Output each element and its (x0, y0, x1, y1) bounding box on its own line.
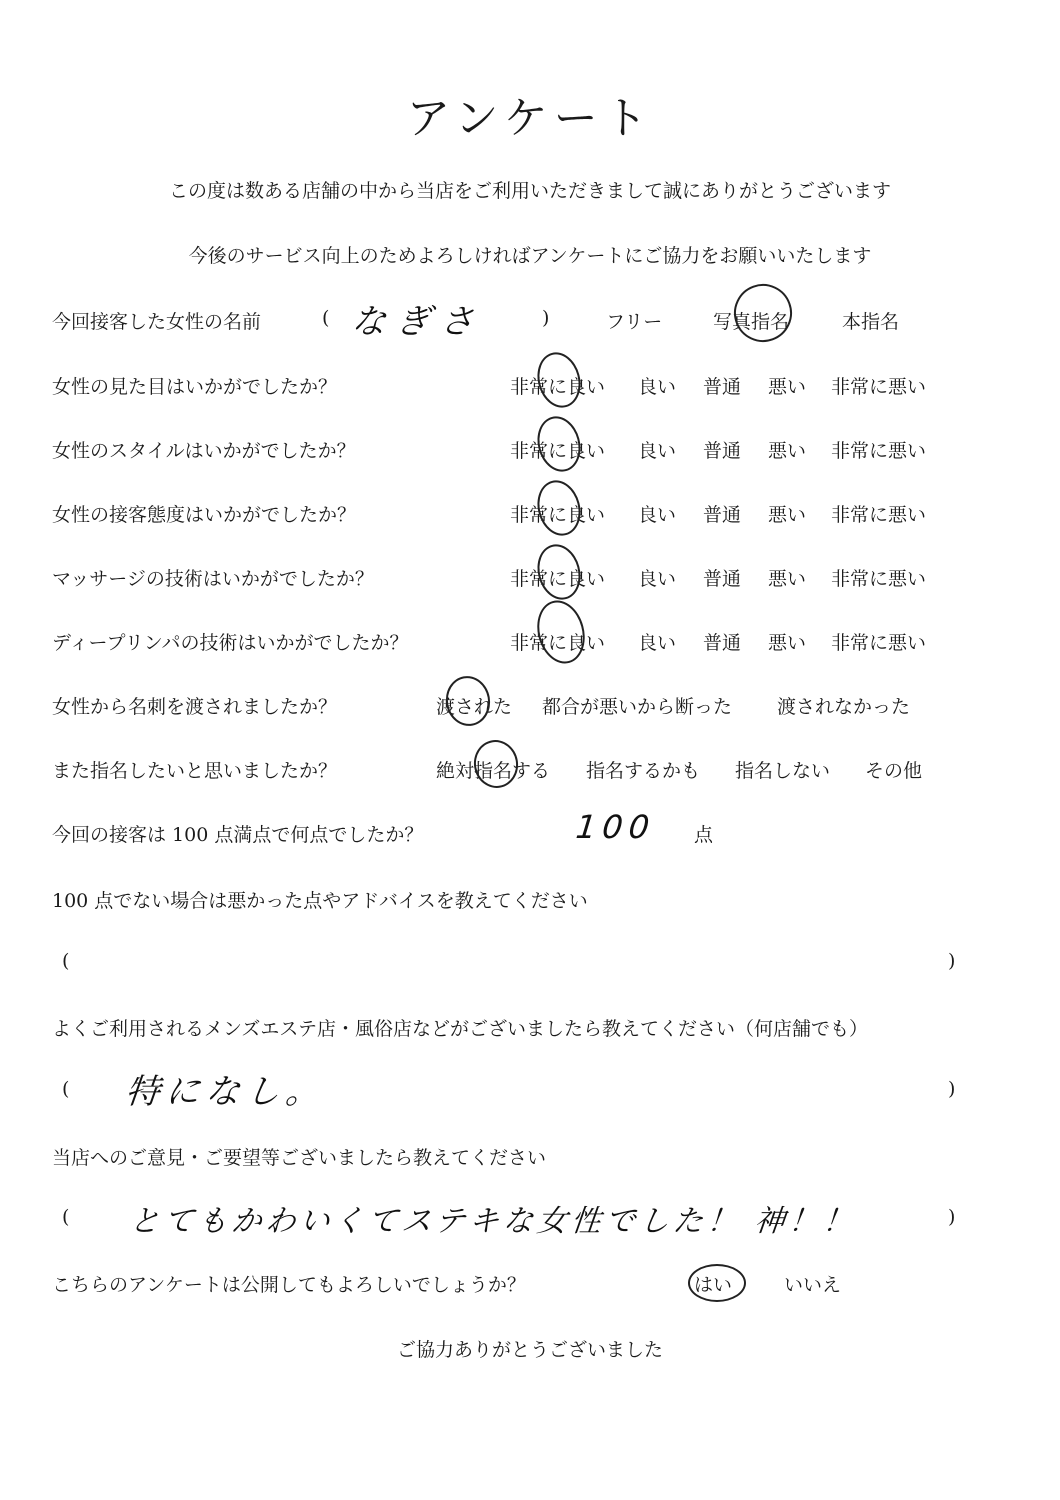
rating-good[interactable]: 良い (638, 568, 677, 590)
selection-circle-mark (688, 1264, 746, 1302)
paren-open: ( (322, 307, 330, 329)
question-service-attitude: 女性の接客態度はいかがでしたか？ (52, 504, 357, 526)
option-photo-nomination[interactable]: 写真指名 (713, 311, 790, 333)
question-massage-skill: マッサージの技術はいかがでしたか？ (52, 568, 374, 590)
survey-title: アンケート (406, 93, 654, 144)
intro-line-1: この度は数ある店舗の中から当店をご利用いただきまして誠にありがとうございます (168, 180, 891, 202)
paren-open: ( (62, 950, 70, 972)
option-not-received[interactable]: 渡されなかった (777, 696, 911, 718)
question-deep-lymph-skill: ディープリンパの技術はいかがでしたか？ (52, 632, 409, 654)
option-main-nomination[interactable]: 本指名 (842, 311, 900, 333)
selection-circle-mark (531, 595, 592, 669)
rating-very-good[interactable]: 非常に良い (510, 632, 606, 654)
question-advice: 100 点でない場合は悪かった点やアドバイスを教えてください (52, 890, 588, 912)
intro-line-2: 今後のサービス向上のためよろしければアンケートにご協力をお願いいたします (188, 245, 872, 267)
rating-very-bad[interactable]: 非常に悪い (831, 632, 927, 654)
rating-very-good[interactable]: 非常に良い (510, 376, 606, 398)
handwritten-feedback: とてもかわいくてステキな女性でした！ 神！！ (127, 1204, 859, 1239)
selection-circle-mark (531, 476, 586, 541)
paren-close: ) (948, 950, 956, 972)
question-feedback: 当店へのご意見・ご要望等ございましたら教えてください (52, 1147, 547, 1169)
selection-circle-mark (531, 540, 586, 605)
question-score: 今回の接客は 100 点満点で何点でしたか？ (52, 824, 424, 846)
paren-open: ( (62, 1078, 70, 1100)
question-publish: こちらのアンケートは公開してもよろしいでしょうか？ (52, 1274, 526, 1296)
selection-circle-mark (531, 412, 586, 477)
question-style: 女性のスタイルはいかがでしたか？ (52, 440, 356, 462)
option-maybe-nominate[interactable]: 指名するかも (586, 760, 701, 782)
rating-very-bad[interactable]: 非常に悪い (831, 440, 927, 462)
rating-very-bad[interactable]: 非常に悪い (831, 504, 927, 526)
option-definitely-nominate[interactable]: 絶対指名する (436, 760, 551, 782)
question-staff-name: 今回接客した女性の名前 (52, 311, 262, 333)
rating-very-good[interactable]: 非常に良い (510, 440, 606, 462)
handwritten-other-shops: 特になし。 (123, 1072, 328, 1112)
option-yes[interactable]: はい (694, 1274, 733, 1296)
question-appearance: 女性の見た目はいかがでしたか？ (52, 376, 338, 398)
option-free[interactable]: フリー (606, 311, 663, 333)
question-business-card: 女性から名刺を渡されましたか？ (52, 696, 338, 718)
rating-bad[interactable]: 悪い (768, 632, 807, 654)
handwritten-score: 100 (574, 808, 658, 846)
rating-good[interactable]: 良い (638, 440, 677, 462)
rating-bad[interactable]: 悪い (768, 568, 807, 590)
rating-bad[interactable]: 悪い (768, 376, 807, 398)
rating-average[interactable]: 普通 (703, 632, 742, 654)
closing-message: ご協力ありがとうございました (396, 1339, 663, 1361)
rating-average[interactable]: 普通 (703, 568, 742, 590)
question-other-shops: よくご利用されるメンズエステ店・風俗店などがございましたら教えてください（何店舗でも） (52, 1018, 869, 1040)
selection-circle-mark (442, 673, 494, 730)
rating-very-good[interactable]: 非常に良い (510, 504, 606, 526)
option-received[interactable]: 渡された (436, 696, 513, 718)
rating-bad[interactable]: 悪い (768, 440, 807, 462)
rating-very-good[interactable]: 非常に良い (510, 568, 606, 590)
option-other[interactable]: その他 (865, 760, 923, 782)
handwritten-staff-name: なぎさ (349, 302, 486, 342)
paren-close: ) (948, 1078, 956, 1100)
selection-circle-mark (470, 737, 522, 792)
selection-circle-mark (726, 276, 800, 350)
rating-bad[interactable]: 悪い (768, 504, 807, 526)
rating-average[interactable]: 普通 (703, 376, 742, 398)
option-will-not-nominate[interactable]: 指名しない (735, 760, 831, 782)
paren-close: ) (542, 307, 550, 329)
rating-good[interactable]: 良い (638, 504, 677, 526)
rating-very-bad[interactable]: 非常に悪い (831, 568, 927, 590)
selection-circle-mark (531, 348, 586, 413)
option-declined[interactable]: 都合が悪いから断った (542, 696, 733, 718)
rating-good[interactable]: 良い (638, 376, 677, 398)
paren-close: ) (948, 1206, 956, 1228)
score-unit: 点 (694, 824, 714, 846)
rating-average[interactable]: 普通 (703, 504, 742, 526)
option-no[interactable]: いいえ (784, 1274, 842, 1296)
question-repeat-nomination: また指名したいと思いましたか？ (52, 760, 338, 782)
rating-very-bad[interactable]: 非常に悪い (831, 376, 927, 398)
rating-good[interactable]: 良い (638, 632, 677, 654)
rating-average[interactable]: 普通 (703, 440, 742, 462)
paren-open: ( (62, 1206, 70, 1228)
